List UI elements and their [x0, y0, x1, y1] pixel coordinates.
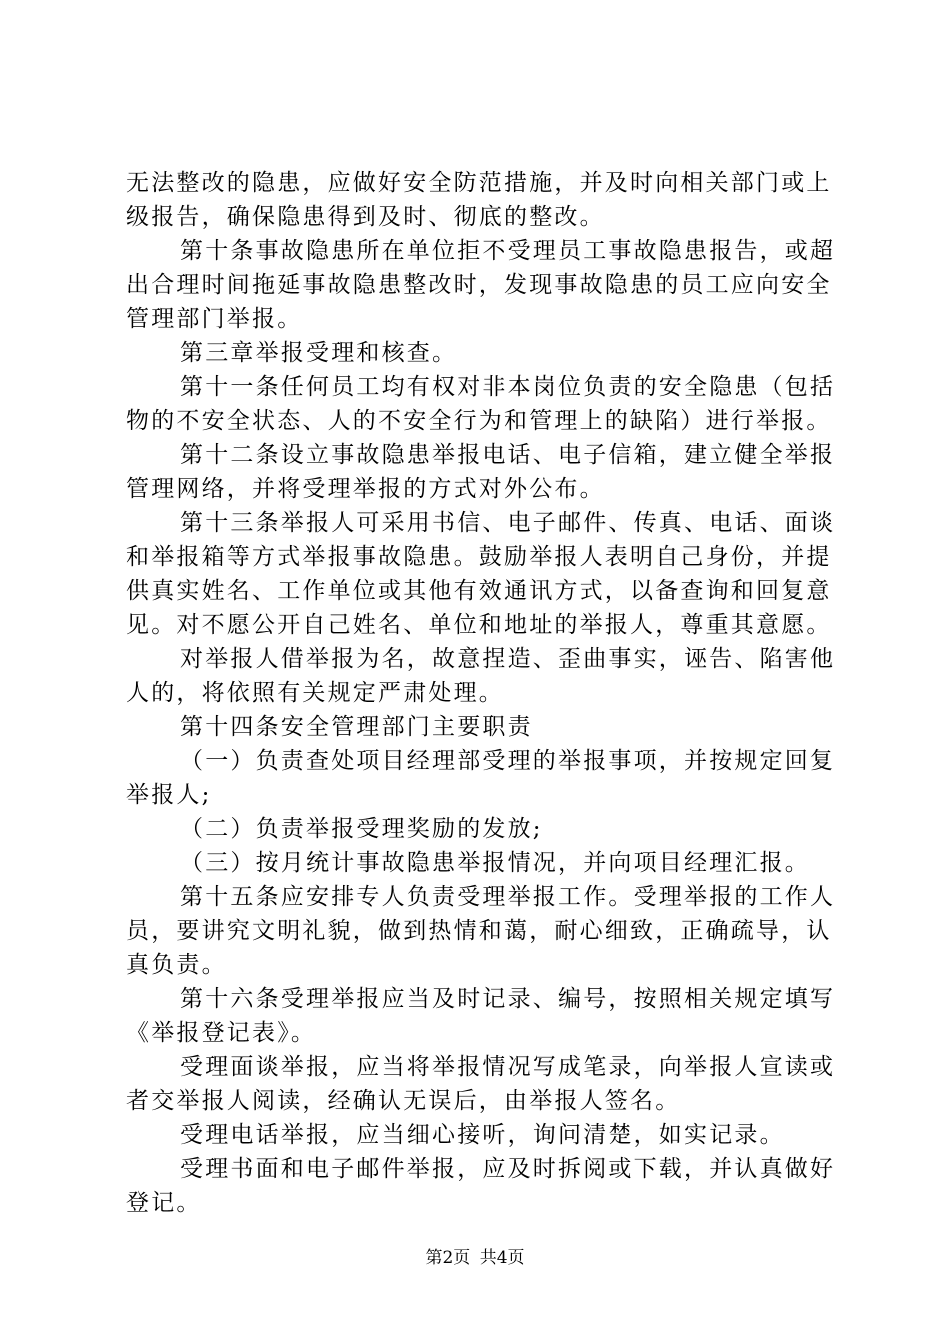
paragraph: 受理书面和电子邮件举报，应及时拆阅或下载，并认真做好登记。	[126, 1156, 836, 1216]
paragraph: 第十二条设立事故隐患举报电话、电子信箱，建立健全举报管理网络，并将受理举报的方式对外公布。	[126, 442, 836, 502]
page-footer	[0, 1243, 950, 1268]
paragraph: 第十五条应安排专人负责受理举报工作。受理举报的工作人员，要讲究文明礼貌，做到热情和蔼，耐心细致，正确疏导，认真负责。	[126, 884, 836, 978]
paragraph: 第十条事故隐患所在单位拒不受理员工事故隐患报告，或超出合理时间拖延事故隐患整改时，发现事故隐患的员工应向安全管理部门举报。	[126, 238, 836, 332]
paragraph: 受理电话举报，应当细心接听，询问清楚，如实记录。	[180, 1122, 785, 1148]
paragraph: 受理面谈举报，应当将举报情况写成笔录，向举报人宣读或者交举报人阅读，经确认无误后，由举报人签名。	[126, 1054, 836, 1114]
article-heading: 第十四条安全管理部门主要职责	[180, 714, 533, 740]
paragraph: 第十三条举报人可采用书信、电子邮件、传真、电话、面谈和举报箱等方式举报事故隐患。鼓励举报人表明自己身份，并提供真实姓名、工作单位或其他有效通讯方式，以备查询和回复意见。对不愿公开自己姓名、单位和地址的举报人，尊重其意愿。	[126, 510, 836, 638]
paragraph: 第十六条受理举报应当及时记录、编号，按照相关规定填写《举报登记表》。	[126, 986, 836, 1046]
page-total: 共4页	[479, 1248, 525, 1268]
page-number: 第2页	[425, 1248, 471, 1268]
paragraph: 对举报人借举报为名，故意捏造、歪曲事实，诬告、陷害他人的，将依照有关规定严肃处理。	[126, 646, 836, 706]
list-item: （三）按月统计事故隐患举报情况，并向项目经理汇报。	[180, 850, 810, 876]
document-body	[126, 166, 836, 1220]
list-item: （二）负责举报受理奖励的发放;	[180, 816, 543, 842]
paragraph: 无法整改的隐患，应做好安全防范措施，并及时向相关部门或上级报告，确保隐患得到及时、彻底的整改。	[126, 170, 832, 230]
list-item: （一）负责查处项目经理部受理的举报事项，并按规定回复举报人;	[126, 748, 836, 808]
paragraph: 第十一条任何员工均有权对非本岗位负责的安全隐患（包括物的不安全状态、人的不安全行为和管理上的缺陷）进行举报。	[126, 374, 836, 434]
chapter-heading: 第三章举报受理和核查。	[180, 340, 458, 366]
